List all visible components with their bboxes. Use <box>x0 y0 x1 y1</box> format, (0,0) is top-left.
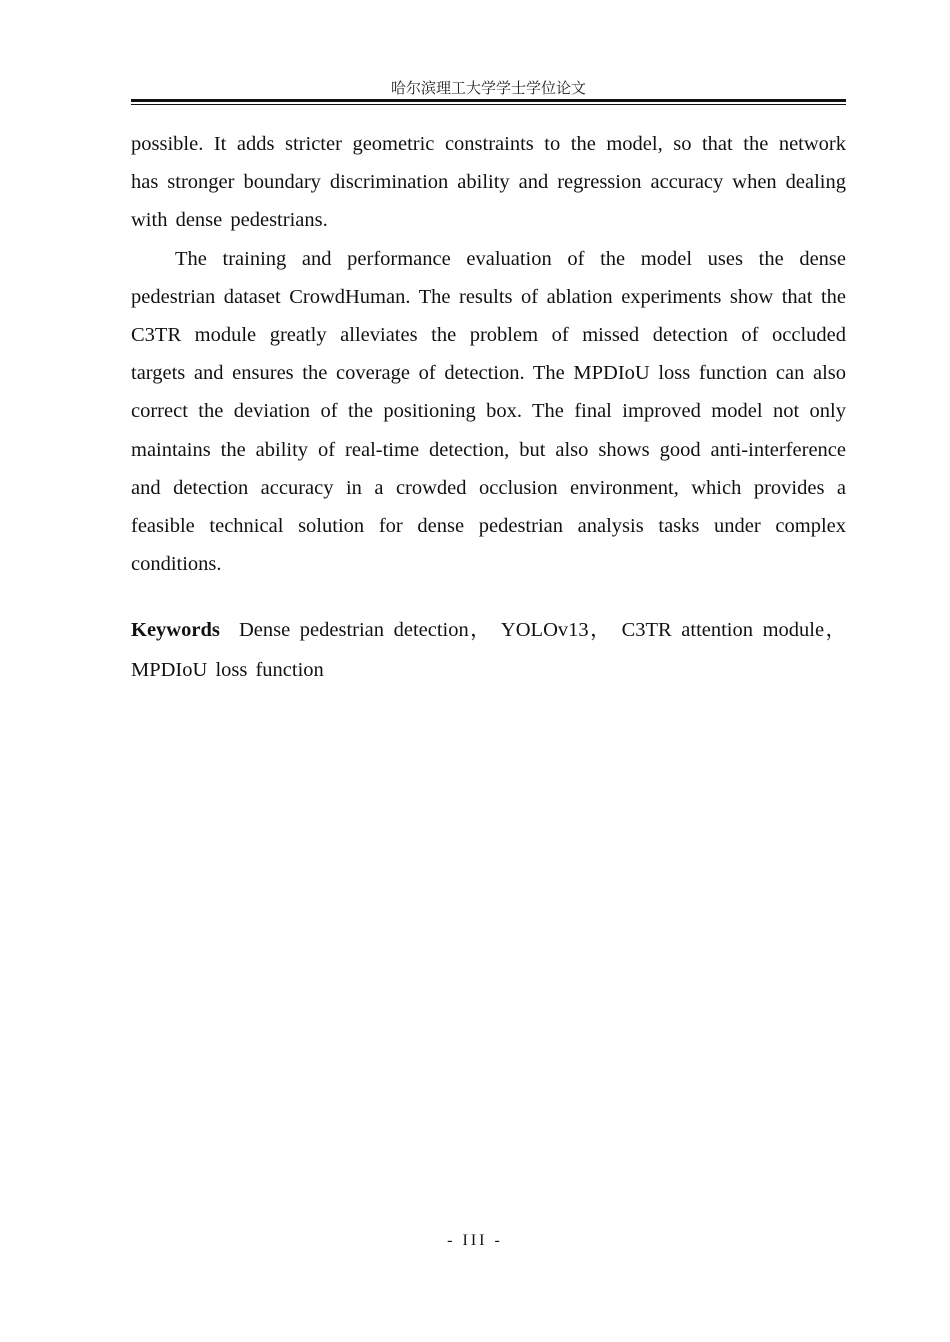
header-rule-thick <box>131 99 846 102</box>
page-number: - III - <box>447 1232 503 1249</box>
abstract-body <box>131 125 846 583</box>
keywords-section <box>131 610 846 690</box>
keywords-label: Keywords <box>131 619 220 641</box>
keywords-text: Dense pedestrian detection， YOLOv13， C3TR attention module，MPDIoU loss function <box>131 619 847 681</box>
paragraph-continued: possible. It adds stricter geometric constraints to the model, so that the network has stronger boundary discrimination ability and regression accuracy when dealing with dense pedestrians. <box>131 133 846 232</box>
header-rule-thin <box>131 104 846 105</box>
running-header: 哈尔滨理工大学学士学位论文 <box>390 79 586 97</box>
paragraph-evaluation: The training and performance evaluation of the model uses the dense pedestrian dataset CrowdHuman. The results of ablation experiments show that the C3TR module greatly alleviates the problem of missed detection of occluded targets and ensures the coverage of detection. The MPDIoU loss function can also correct the deviation of the positioning box. The final improved model not only maintains the ability of real-time detection, but also shows good anti-interference and detection accuracy in a crowded occlusion environment, which provides a feasible technical solution for dense pedestrian analysis tasks under complex conditions. <box>131 247 846 576</box>
